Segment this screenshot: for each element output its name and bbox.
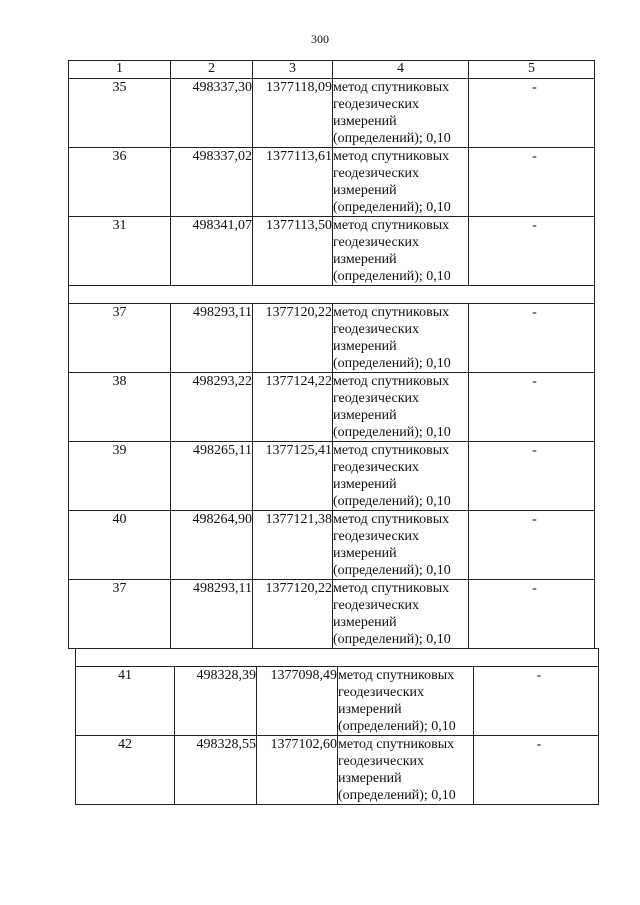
table-row	[69, 373, 595, 442]
y-coordinate-cell: 1377113,61	[253, 148, 333, 217]
method-text-line: (определений); 0,10	[333, 632, 451, 647]
note-dash: -	[532, 512, 537, 527]
method-text-line: геодезических	[333, 391, 420, 406]
table-row	[76, 736, 599, 805]
method-cell	[333, 511, 469, 580]
note-cell	[469, 304, 595, 373]
y-coordinate-cell: 1377118,09	[253, 79, 333, 148]
x-coordinate-cell: 498341,07	[171, 217, 253, 286]
method-text-line: геодезических	[338, 685, 425, 700]
method-text-line: метод спутниковых	[338, 737, 455, 752]
method-text-line: измерений	[333, 252, 397, 267]
method-text-line: (определений); 0,10	[333, 356, 451, 371]
column-header: 4	[333, 61, 469, 79]
page-number: 300	[311, 32, 329, 46]
y-coordinate-cell: 1377113,50	[253, 217, 333, 286]
x-coordinate-cell: 498328,55	[175, 736, 257, 805]
coordinates-table-part-2	[75, 648, 599, 805]
method-text-line: (определений); 0,10	[338, 719, 456, 734]
y-coordinate-cell: 1377125,41	[253, 442, 333, 511]
method-text-line: метод спутниковых	[333, 581, 450, 596]
method-text-line: (определений); 0,10	[333, 131, 451, 146]
method-text-line: геодезических	[338, 754, 425, 769]
note-dash: -	[532, 149, 537, 164]
table-row	[69, 511, 595, 580]
method-cell	[333, 79, 469, 148]
note-dash: -	[536, 737, 542, 752]
method-text-line: измерений	[338, 771, 402, 786]
method-text-line: измерений	[333, 477, 397, 492]
section-separator-cell	[76, 649, 599, 667]
point-number-cell: 35	[69, 79, 171, 148]
table-row	[69, 442, 595, 511]
column-header: 1	[69, 61, 171, 79]
x-coordinate-cell: 498293,11	[171, 580, 253, 649]
method-text-line: (определений); 0,10	[333, 494, 451, 509]
point-number-cell: 37	[69, 580, 171, 649]
note-cell	[469, 511, 595, 580]
method-text-line: геодезических	[333, 166, 420, 181]
note-dash: -	[536, 668, 542, 683]
method-text-line: (определений); 0,10	[333, 425, 451, 440]
x-coordinate-cell: 498293,22	[171, 373, 253, 442]
method-text-line: измерений	[333, 408, 397, 423]
method-text-line: геодезических	[333, 322, 420, 337]
x-coordinate-cell: 498265,11	[171, 442, 253, 511]
method-text-line: метод спутниковых	[333, 218, 450, 233]
method-cell	[338, 667, 474, 736]
x-coordinate-cell: 498264,90	[171, 511, 253, 580]
method-text-line: измерений	[333, 546, 397, 561]
point-number-cell: 36	[69, 148, 171, 217]
x-coordinate-cell: 498337,02	[171, 148, 253, 217]
section-separator-row	[69, 286, 595, 304]
method-text-line: геодезических	[333, 97, 420, 112]
method-text-line: измерений	[333, 114, 397, 129]
method-text-line: метод спутниковых	[333, 443, 450, 458]
table-row	[69, 217, 595, 286]
method-text-line: (определений); 0,10	[333, 563, 451, 578]
method-text-line: (определений); 0,10	[333, 200, 451, 215]
y-coordinate-cell: 1377102,60	[257, 736, 338, 805]
y-coordinate-cell: 1377120,22	[253, 304, 333, 373]
coordinates-table-part-1	[68, 60, 595, 649]
y-coordinate-cell: 1377098,49	[257, 667, 338, 736]
point-number-cell: 40	[69, 511, 171, 580]
x-coordinate-cell: 498337,30	[171, 79, 253, 148]
x-coordinate-cell: 498293,11	[171, 304, 253, 373]
column-header: 2	[171, 61, 253, 79]
column-header: 3	[253, 61, 333, 79]
note-cell	[469, 79, 595, 148]
note-dash: -	[532, 374, 537, 389]
method-cell	[333, 217, 469, 286]
method-text-line: измерений	[333, 615, 397, 630]
note-dash: -	[532, 218, 537, 233]
method-cell	[333, 148, 469, 217]
method-text-line: (определений); 0,10	[338, 788, 456, 803]
table-row	[69, 79, 595, 148]
method-cell	[338, 736, 474, 805]
method-cell	[333, 442, 469, 511]
point-number-cell: 31	[69, 217, 171, 286]
note-cell	[474, 736, 599, 805]
table-row	[69, 304, 595, 373]
x-coordinate-cell: 498328,39	[175, 667, 257, 736]
method-text-line: измерений	[333, 183, 397, 198]
y-coordinate-cell: 1377120,22	[253, 580, 333, 649]
method-cell	[333, 373, 469, 442]
method-text-line: геодезических	[333, 529, 420, 544]
note-cell	[469, 373, 595, 442]
method-text-line: геодезических	[333, 235, 420, 250]
column-header: 5	[469, 61, 595, 79]
section-separator-cell	[69, 286, 595, 304]
method-text-line: измерений	[338, 702, 402, 717]
section-separator-row	[76, 649, 599, 667]
point-number-cell: 41	[76, 667, 175, 736]
note-dash: -	[532, 80, 537, 95]
note-cell	[474, 667, 599, 736]
method-text-line: метод спутниковых	[333, 80, 450, 95]
table-row	[76, 667, 599, 736]
y-coordinate-cell: 1377124,22	[253, 373, 333, 442]
method-text-line: метод спутниковых	[333, 305, 450, 320]
method-text-line: метод спутниковых	[333, 149, 450, 164]
point-number-cell: 37	[69, 304, 171, 373]
point-number-cell: 38	[69, 373, 171, 442]
table-row	[69, 148, 595, 217]
method-cell	[333, 580, 469, 649]
method-text-line: метод спутниковых	[338, 668, 455, 683]
table-header-row	[69, 61, 595, 79]
note-cell	[469, 442, 595, 511]
method-cell	[333, 304, 469, 373]
method-text-line: измерений	[333, 339, 397, 354]
method-text-line: (определений); 0,10	[333, 269, 451, 284]
table-row	[69, 580, 595, 649]
method-text-line: метод спутниковых	[333, 512, 450, 527]
note-dash: -	[532, 443, 537, 458]
y-coordinate-cell: 1377121,38	[253, 511, 333, 580]
method-text-line: метод спутниковых	[333, 374, 450, 389]
note-dash: -	[532, 305, 537, 320]
note-dash: -	[532, 581, 537, 596]
method-text-line: геодезических	[333, 460, 420, 475]
point-number-cell: 42	[76, 736, 175, 805]
note-cell	[469, 217, 595, 286]
note-cell	[469, 580, 595, 649]
point-number-cell: 39	[69, 442, 171, 511]
method-text-line: геодезических	[333, 598, 420, 613]
note-cell	[469, 148, 595, 217]
